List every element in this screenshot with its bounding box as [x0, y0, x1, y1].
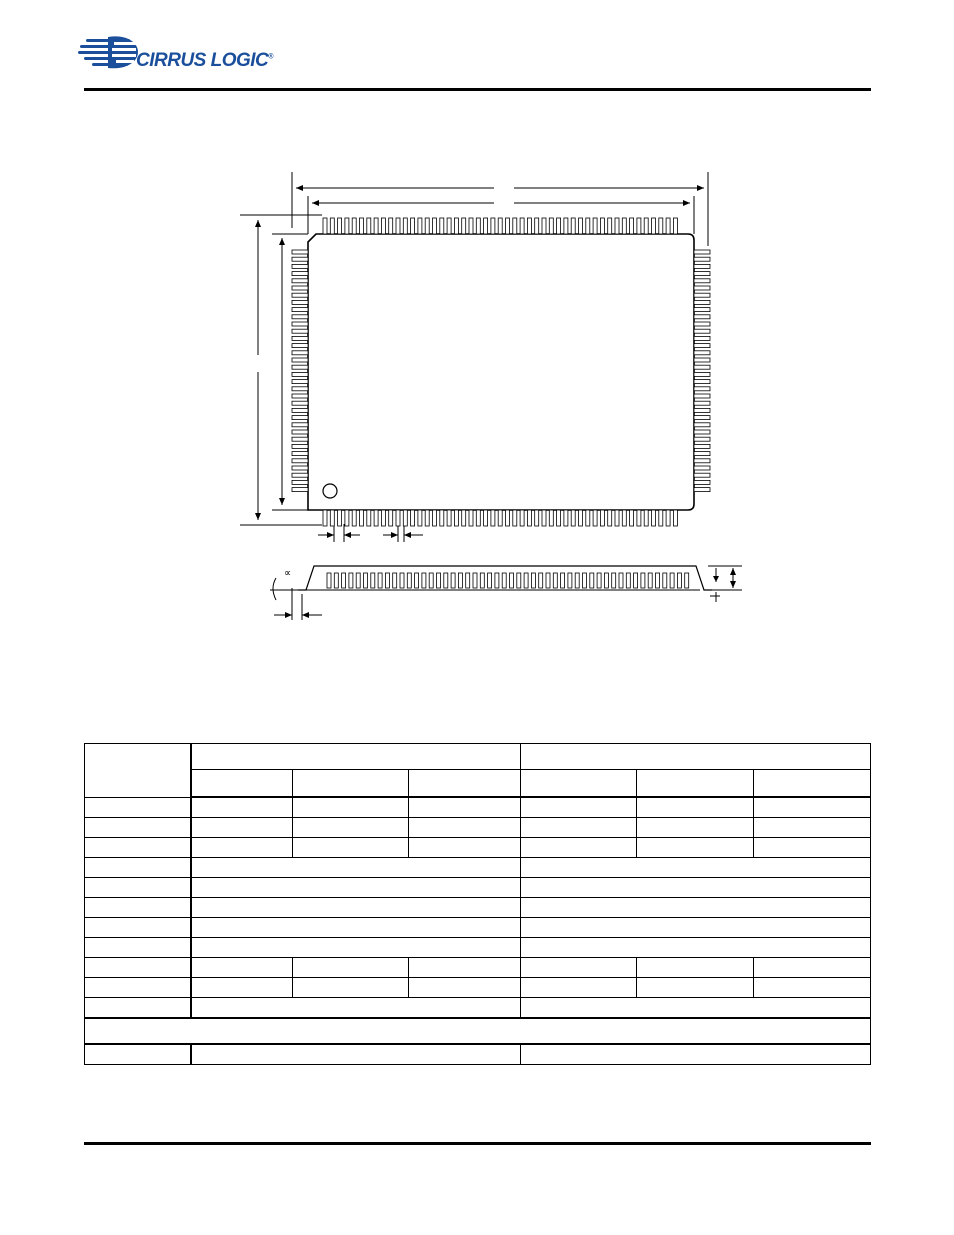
- table-row: [85, 838, 871, 858]
- table-cell: [191, 958, 293, 978]
- table-cell: [754, 797, 871, 818]
- table-cell: [85, 998, 191, 1019]
- table-cell: [409, 770, 521, 798]
- table-cell: [85, 858, 191, 878]
- table-cell: [85, 978, 191, 998]
- table-cell: [191, 918, 521, 938]
- table-note-row: [85, 1018, 871, 1044]
- table-cell: [521, 978, 637, 998]
- table-cell: [293, 818, 409, 838]
- left-leads: [292, 250, 308, 492]
- table-cell: [521, 898, 871, 918]
- table-cell: [85, 818, 191, 838]
- table-cell: [521, 744, 871, 770]
- table-cell: [85, 918, 191, 938]
- table-cell: [409, 797, 521, 818]
- table-cell: [85, 797, 191, 818]
- table-cell: [521, 1044, 871, 1065]
- table-cell: [85, 1018, 871, 1044]
- table-cell: [409, 958, 521, 978]
- table-cell: [409, 838, 521, 858]
- table-cell: [754, 818, 871, 838]
- table-cell: [637, 797, 754, 818]
- table-cell: [191, 744, 521, 770]
- table-cell: [191, 818, 293, 838]
- table-cell: [409, 978, 521, 998]
- table-cell: [85, 878, 191, 898]
- table-cell: [191, 898, 521, 918]
- table-row: [85, 878, 871, 898]
- table-cell: [191, 938, 521, 958]
- table-cell: [293, 958, 409, 978]
- table-row: [85, 898, 871, 918]
- table-cell: [754, 958, 871, 978]
- table-header-row: [85, 770, 871, 798]
- bottom-leads: [323, 510, 677, 526]
- right-leads: [694, 250, 710, 492]
- table-row: [85, 978, 871, 998]
- table-cell: [191, 770, 293, 798]
- table-cell: [85, 838, 191, 858]
- table-cell: [521, 858, 871, 878]
- package-body: [308, 234, 694, 510]
- table-cell: [521, 818, 637, 838]
- table-row: [85, 998, 871, 1019]
- table-header-row: [85, 744, 871, 770]
- table-cell: [191, 797, 293, 818]
- table-cell: [293, 978, 409, 998]
- table-cell: [85, 898, 191, 918]
- top-leads: [323, 218, 677, 234]
- table-cell: [754, 838, 871, 858]
- table-cell: [85, 958, 191, 978]
- table-cell: [754, 770, 871, 798]
- table-cell: [191, 998, 521, 1019]
- table-cell: [637, 958, 754, 978]
- table-cell: [521, 797, 637, 818]
- table-cell: [521, 938, 871, 958]
- table-row: [85, 1044, 871, 1065]
- table-row: [85, 958, 871, 978]
- table-cell: [85, 744, 191, 798]
- table-cell: [191, 978, 293, 998]
- table-row: [85, 818, 871, 838]
- table-row: [85, 797, 871, 818]
- table-cell: [637, 818, 754, 838]
- table-cell: [191, 838, 293, 858]
- table-cell: [293, 797, 409, 818]
- pin1-indicator-icon: [323, 484, 337, 498]
- angle-symbol: ∝: [284, 568, 292, 579]
- table-cell: [191, 858, 521, 878]
- table-row: [85, 918, 871, 938]
- table-cell: [191, 1044, 521, 1065]
- table-cell: [521, 878, 871, 898]
- table-cell: [85, 1044, 191, 1065]
- table-cell: [85, 938, 191, 958]
- table-cell: [637, 770, 754, 798]
- brand-name: CIRRUS LOGIC®: [136, 50, 273, 71]
- table-cell: [191, 878, 521, 898]
- footer-rule: [84, 1142, 871, 1145]
- table-cell: [521, 918, 871, 938]
- table-cell: [637, 978, 754, 998]
- table-cell: [521, 770, 637, 798]
- dimension-table: [84, 743, 871, 1065]
- package-side-view: [270, 566, 742, 620]
- table-cell: [293, 770, 409, 798]
- table-cell: [521, 838, 637, 858]
- table-cell: [637, 838, 754, 858]
- table-row: [85, 938, 871, 958]
- table-cell: [521, 998, 871, 1019]
- table-cell: [293, 838, 409, 858]
- table-row: [85, 858, 871, 878]
- table-cell: [409, 818, 521, 838]
- table-cell: [754, 978, 871, 998]
- table-cell: [521, 958, 637, 978]
